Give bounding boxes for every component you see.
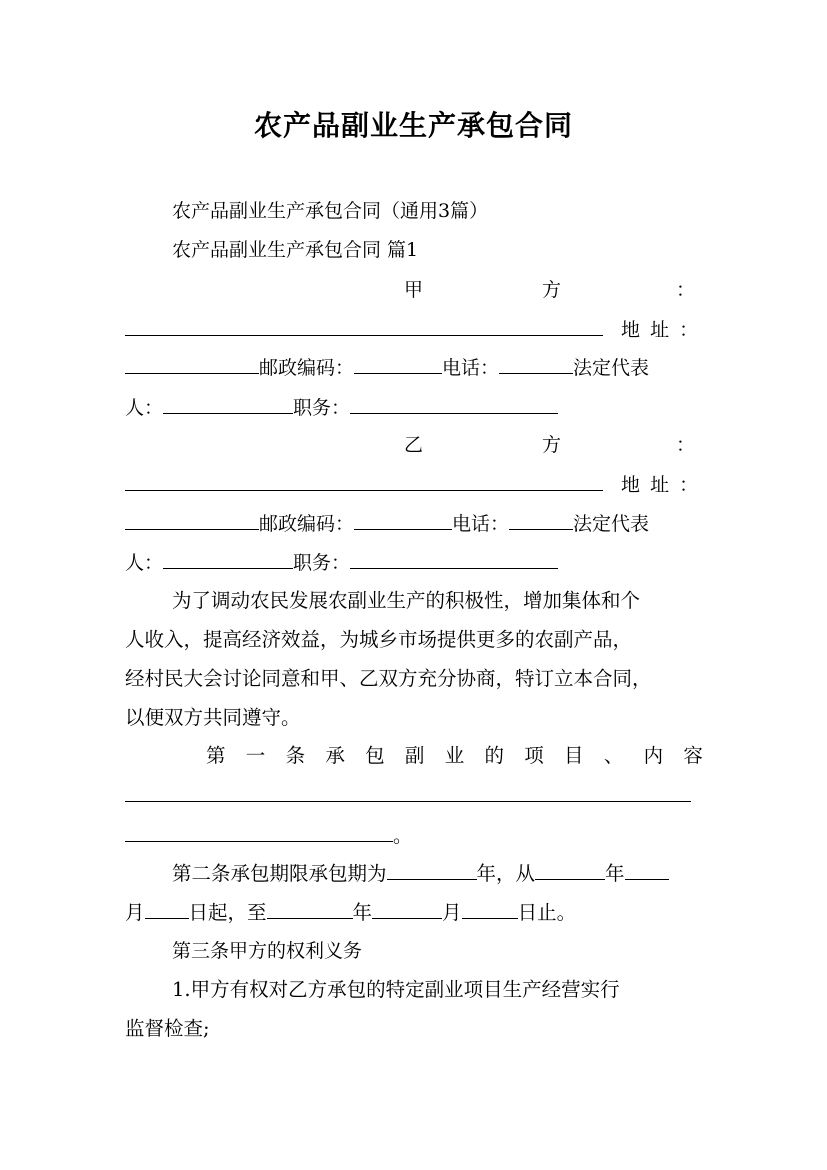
party-b-legal-rep-label: 法定代表 [573, 513, 650, 535]
article-1-content-blank-2 [125, 822, 393, 842]
party-b-phone-label: 电话： [452, 513, 510, 535]
article-1-heading [206, 743, 703, 769]
party-b-position-blank [350, 549, 558, 569]
party-a-label-1: 甲 [404, 279, 424, 301]
article-1-char: 条 [285, 744, 306, 767]
party-b-postal-blank [354, 510, 452, 530]
party-b-person-blank [163, 549, 293, 569]
party-a-legal-rep-label: 法定代表 [573, 357, 650, 379]
party-b-colon: ： [676, 434, 696, 456]
article-2-day-end: 日止。 [517, 901, 577, 924]
article-2-year-label: 年 [605, 862, 625, 885]
article-3-title: 第三条甲方的权利义务 [172, 940, 363, 962]
preamble-line-4: 以便双方共同遵守。 [125, 706, 301, 729]
party-a-person-blank [163, 394, 293, 414]
party-b-label-2: 方 [542, 434, 562, 456]
article-2-end-year-blank [267, 899, 353, 919]
article-1-char: 包 [365, 744, 385, 767]
document-title: 农产品副业生产承包合同 [253, 109, 573, 142]
party-a-phone-blank [499, 354, 573, 374]
article-2-end-day-blank [462, 899, 518, 919]
article-1-char: 内 [643, 744, 664, 767]
party-b-postal-label: 邮政编码： [259, 513, 355, 535]
article-1-char: 一 [245, 744, 266, 767]
article-2-row-2 [125, 899, 705, 926]
article-1-char: 项 [524, 744, 544, 767]
article-2-row-1 [172, 860, 705, 887]
article-2-start-year-blank [535, 860, 605, 880]
article-1-char: 第 [206, 744, 226, 767]
article-2-year-from: 年，从 [476, 862, 536, 885]
party-a-postal-label: 邮政编码： [259, 357, 355, 379]
party-a-person-label: 人： [125, 397, 164, 419]
article-1-char: 承 [325, 744, 345, 767]
article-2-term-blank [387, 860, 477, 880]
party-b-address-blank [125, 510, 259, 530]
article-2-end-month-blank [372, 899, 442, 919]
party-a-address-blank [125, 354, 259, 374]
preamble-line-1: 为了调动农民发展农副业生产的积极性，增加集体和个 [172, 589, 641, 612]
party-a-label-2: 方 [542, 279, 562, 301]
article-2-day-start: 日起，至 [188, 901, 267, 924]
article-1-char: 的 [484, 744, 504, 767]
party-a-postal-row [125, 354, 705, 381]
article-3-item-1-line-2: 监督检查; [125, 1017, 210, 1040]
party-b-postal-row [125, 510, 705, 537]
party-b-phone-blank [509, 510, 573, 530]
article-1-end-mark: 。 [393, 825, 413, 847]
section-heading: 农产品副业生产承包合同 篇1 [172, 239, 419, 261]
article-1-char: 目 [564, 744, 584, 767]
party-a-phone-label: 电话： [442, 357, 500, 379]
party-b-address-row [125, 471, 705, 498]
article-3-item-1-line-1: 1.甲方有权对乙方承包的特定副业项目生产经营实行 [172, 978, 620, 1001]
article-2-prefix: 第二条承包期限承包期为 [172, 862, 387, 885]
party-b-name-blank [125, 471, 603, 491]
article-2-start-day-blank [145, 899, 189, 919]
party-a-position-label: 职务： [293, 397, 351, 419]
party-b-person-row [125, 549, 705, 576]
document-subtitle: 农产品副业生产承包合同（通用3篇） [172, 200, 489, 222]
preamble-line-3: 经村民大会讨论同意和甲、乙双方充分协商，特订立本合同， [125, 667, 652, 690]
party-b-address-label: 地 址 ： [621, 474, 701, 496]
party-a-position-blank [350, 394, 558, 414]
party-b-label-1: 乙 [404, 434, 424, 456]
preamble-line-2: 人收入，提高经济效益，为城乡市场提供更多的农副产品， [125, 628, 633, 651]
party-a-postal-blank [354, 354, 442, 374]
article-1-blank-row-2 [125, 822, 705, 849]
article-1-blank-row-1 [125, 782, 705, 809]
party-a-name-blank [125, 316, 603, 336]
party-b-person-label: 人： [125, 552, 164, 574]
article-1-char: 业 [444, 744, 465, 767]
party-a-address-row [125, 316, 705, 343]
article-2-end-year-label: 年 [352, 901, 373, 924]
article-1-content-blank [125, 782, 691, 802]
party-b-position-label: 职务： [293, 552, 351, 574]
article-1-char: 容 [683, 744, 703, 767]
party-a-address-label: 地 址 ： [621, 319, 701, 341]
party-a-colon: ： [676, 279, 696, 301]
article-2-end-month-label: 月 [442, 901, 462, 924]
article-2-month-label: 月 [125, 901, 145, 924]
article-1-char: 副 [404, 744, 425, 767]
article-2-start-month-blank [625, 860, 669, 880]
article-1-char: 、 [603, 744, 624, 767]
party-a-person-row [125, 394, 705, 421]
